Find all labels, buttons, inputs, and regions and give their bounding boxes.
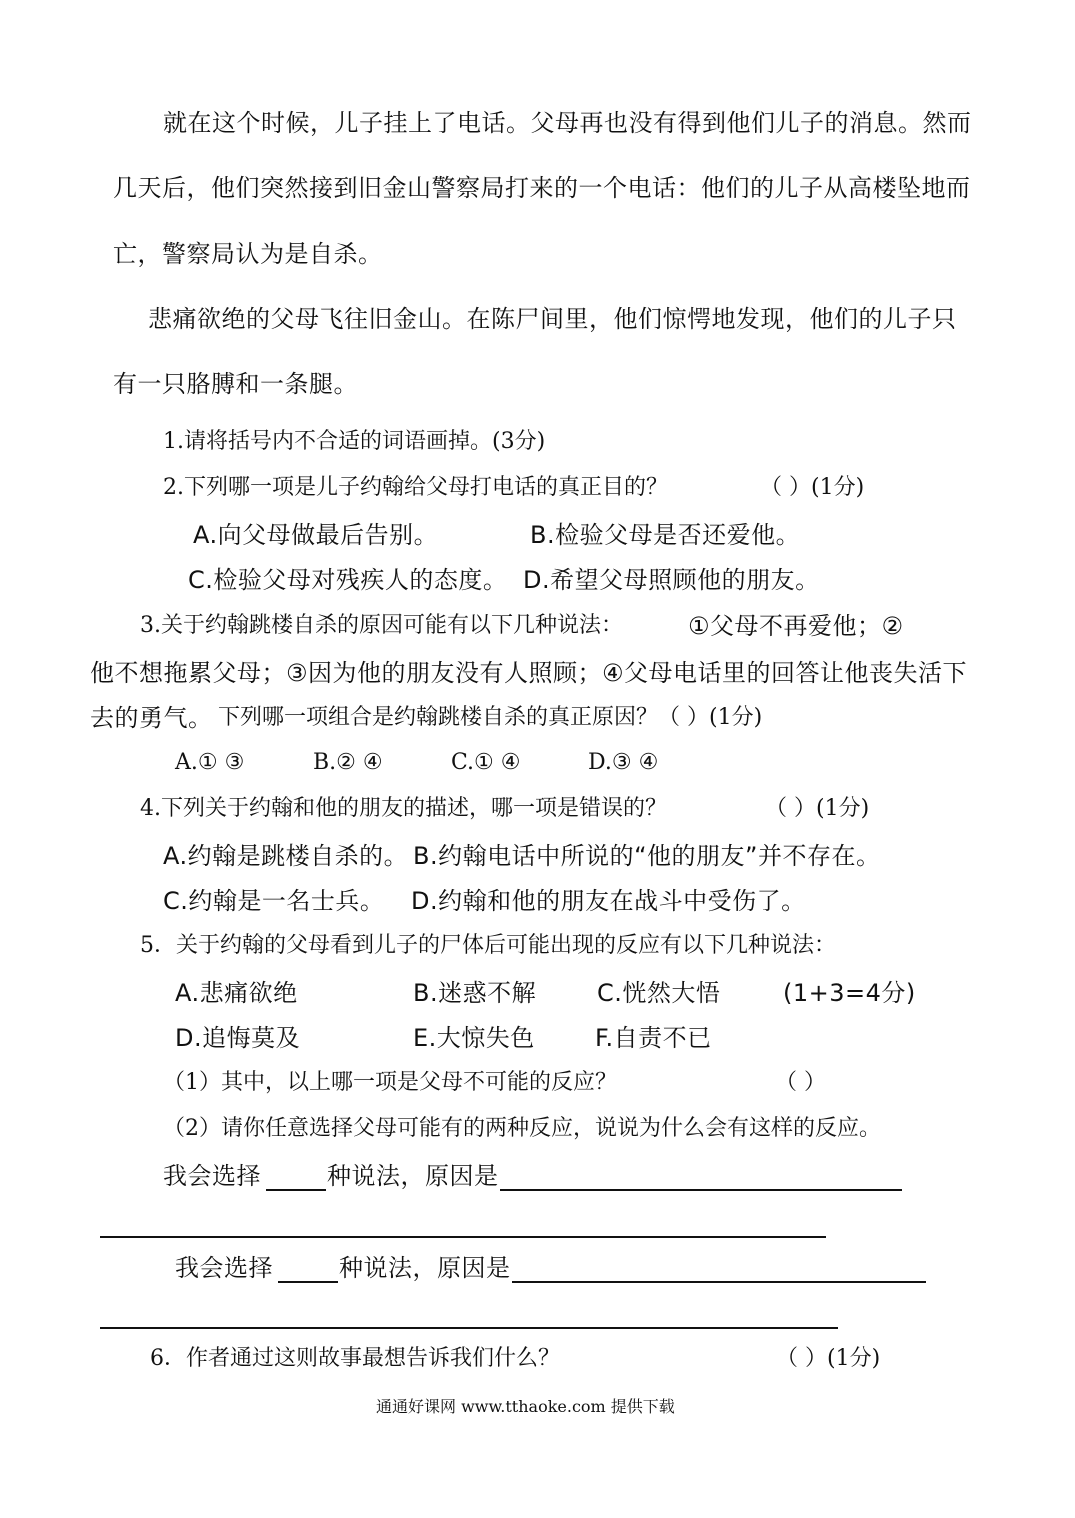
question-3-cont: 他不想拖累父母；③因为他的朋友没有人照顾；④父母电话里的回答让他丧失活下 — [90, 659, 968, 687]
blank-field[interactable] — [100, 1327, 838, 1329]
question-1: 1.请将括号内不合适的词语画掉。(3分) — [163, 429, 546, 454]
question-3-cont: 下列哪一项组合是约翰跳楼自杀的真正原因？（ ）(1分) — [218, 705, 763, 730]
passage-line: 悲痛欲绝的父母飞往旧金山。在陈尸间里，他们惊愕地发现，他们的儿子只 — [148, 305, 957, 333]
blank-field[interactable] — [500, 1189, 902, 1191]
blank-field[interactable] — [266, 1189, 326, 1191]
option-b: B.迷惑不解 — [413, 979, 537, 1007]
answer-bracket: （ ）(1分) — [765, 796, 870, 821]
answer-bracket: （ ）(1分) — [776, 1346, 881, 1371]
option-c: C.约翰是一名士兵。 — [163, 887, 385, 915]
option-d: D.③ ④ — [588, 750, 659, 775]
option-b: B.检验父母是否还爱他。 — [530, 521, 801, 549]
question-3-cont: 去的勇气。 — [90, 704, 213, 732]
answer-middle: 种说法，原因是 — [339, 1254, 511, 1282]
question-3: 3.关于约翰跳楼自杀的原因可能有以下几种说法： — [140, 613, 623, 638]
option-a: A.① ③ — [175, 750, 245, 775]
option-c: C.恍然大悟 — [597, 979, 721, 1007]
option-f: F.自责不已 — [595, 1024, 712, 1052]
blank-field[interactable] — [278, 1281, 338, 1283]
question-3-cont: ①父母不再爱他；② — [688, 612, 904, 640]
passage-line: 亡，警察局认为是自杀。 — [113, 240, 383, 268]
passage-line: 几天后，他们突然接到旧金山警察局打来的一个电话：他们的儿子从高楼坠地而 — [113, 174, 971, 202]
option-a: A.向父母做最后告别。 — [193, 521, 439, 549]
option-c: C.① ④ — [451, 750, 521, 775]
blank-field[interactable] — [100, 1236, 826, 1238]
option-c: C.检验父母对残疾人的态度。 — [188, 566, 508, 594]
sub-question-1: （1）其中，以上哪一项是父母不可能的反应？ — [163, 1070, 617, 1095]
footer-text: 通通好课网 www.tthaoke.com 提供下载 — [376, 1397, 675, 1416]
sub-question-2: （2）请你任意选择父母可能有的两种反应，说说为什么会有这样的反应。 — [163, 1116, 881, 1141]
blank-field[interactable] — [512, 1281, 926, 1283]
option-d: D.约翰和他的朋友在战斗中受伤了。 — [411, 887, 806, 915]
answer-bracket: （ ）(1分) — [760, 475, 865, 500]
question-4: 4.下列关于约翰和他的朋友的描述，哪一项是错误的？ — [140, 796, 667, 821]
question-5: 5．关于约翰的父母看到儿子的尸体后可能出现的反应有以下几种说法： — [140, 933, 836, 958]
passage-line: 就在这个时候，儿子挂上了电话。父母再也没有得到他们儿子的消息。然而 — [163, 109, 972, 137]
question-2: 2.下列哪一项是儿子约翰给父母打电话的真正目的？ — [163, 475, 668, 500]
answer-prefix: 我会选择 — [163, 1162, 261, 1190]
option-b: B.约翰电话中所说的“他的朋友”并不存在。 — [413, 842, 881, 870]
option-a: A.约翰是跳楼自杀的。 — [163, 842, 409, 870]
option-e: E.大惊失色 — [413, 1024, 535, 1052]
answer-middle: 种说法，原因是 — [327, 1162, 499, 1190]
answer-bracket: （ ） — [775, 1070, 826, 1095]
option-b: B.② ④ — [313, 750, 383, 775]
option-d: D.希望父母照顾他的朋友。 — [523, 566, 820, 594]
score-label: (1+3=4分) — [783, 979, 916, 1007]
option-a: A.悲痛欲绝 — [175, 979, 298, 1007]
answer-prefix: 我会选择 — [175, 1254, 273, 1282]
option-d: D.追悔莫及 — [175, 1024, 301, 1052]
passage-line: 有一只胳膊和一条腿。 — [113, 370, 358, 398]
question-6: 6．作者通过这则故事最想告诉我们什么？ — [150, 1346, 560, 1371]
